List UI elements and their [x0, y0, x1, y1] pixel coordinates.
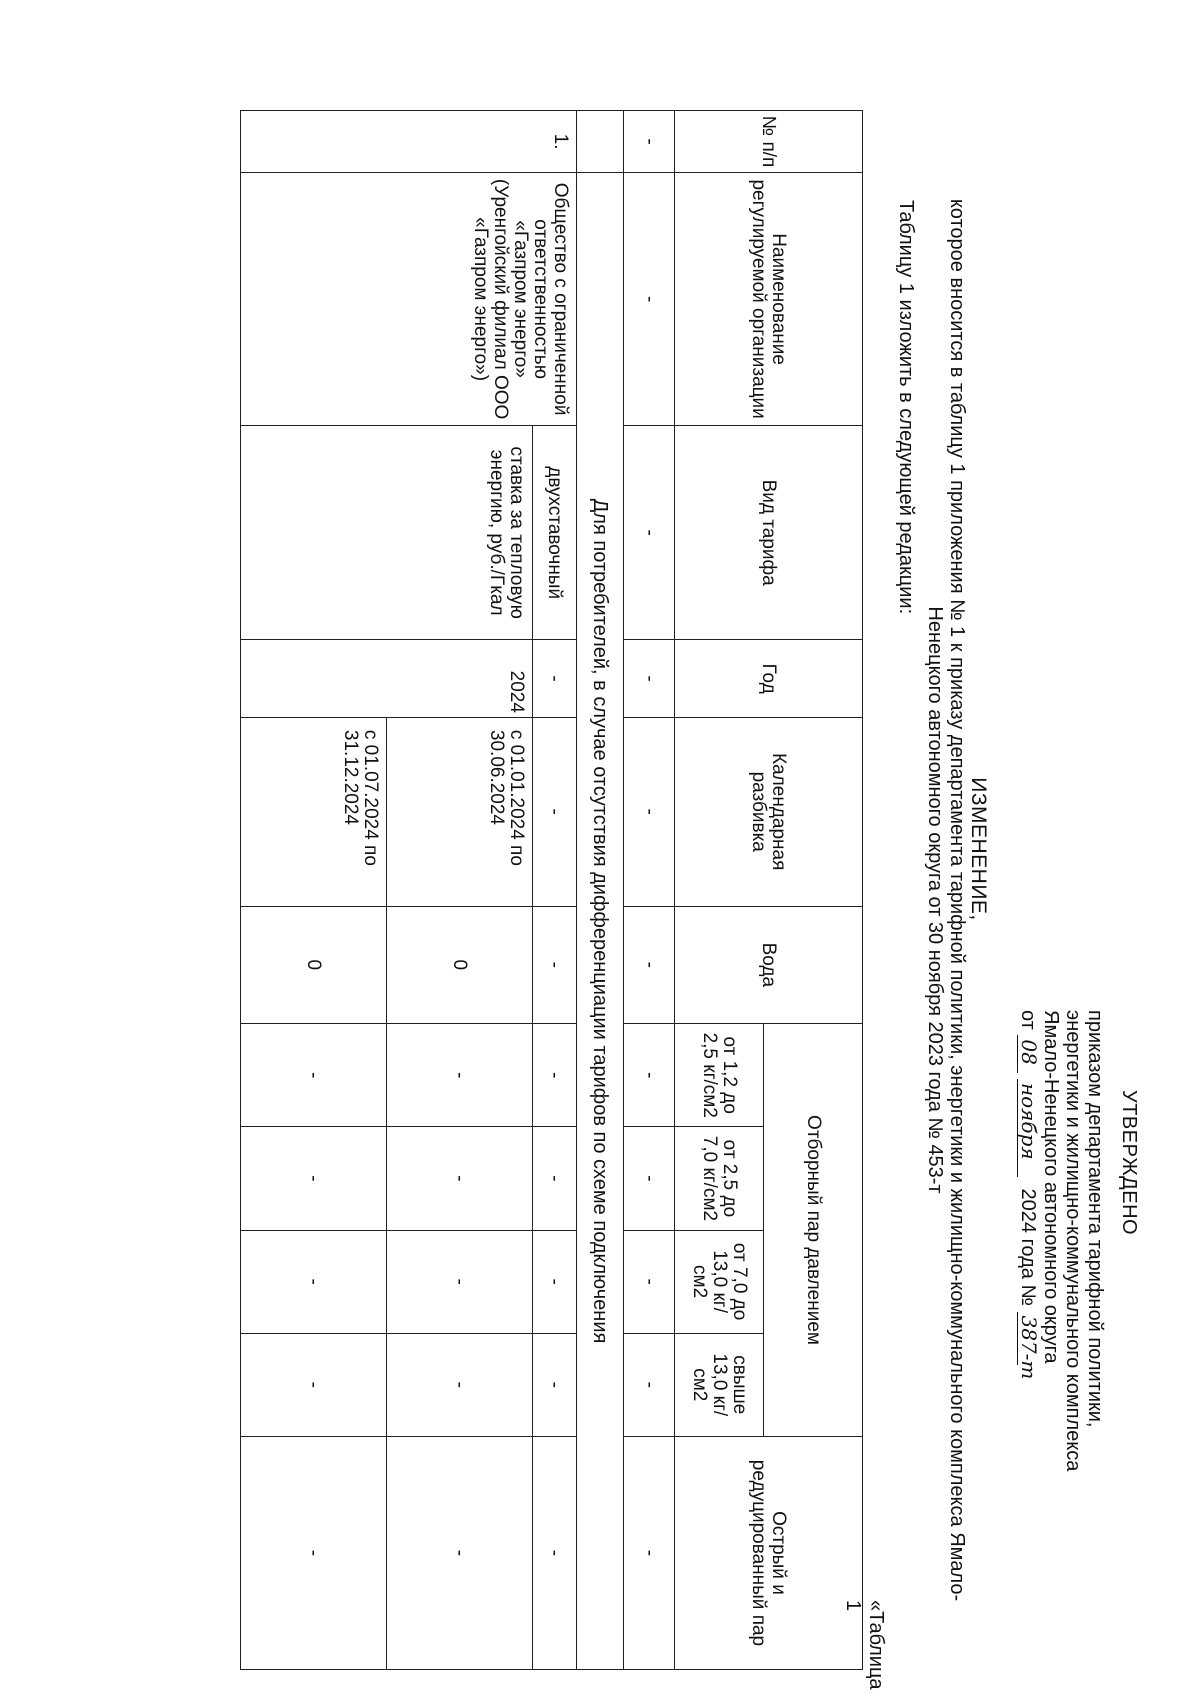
- table-header-row: [764, 111, 863, 1670]
- table-cell: -: [624, 426, 675, 640]
- table-cell: -: [533, 717, 577, 906]
- document-intro: которое вносится в таблицу 1 приложения № 1 к приказу департамента тарифной политики, энергетики и жилищно-коммунального комплекса Ямало-Ненецкого автономного округа от 30 ноября 2023 года № 453-т: [924, 198, 968, 1602]
- document-instruction: Таблицу 1 изложить в следующей редакции:: [895, 200, 917, 615]
- header-period: Календарная разбивка: [675, 717, 863, 906]
- steam-2-value: -: [387, 1127, 533, 1230]
- rate-label: ставка за тепловую энергию, руб./Гкал: [241, 426, 533, 640]
- table-cell: -: [624, 173, 675, 426]
- table-cell: -: [533, 1127, 577, 1230]
- table-cell: -: [624, 717, 675, 906]
- table-cell: -: [533, 1436, 577, 1669]
- table-cell: -: [624, 906, 675, 1024]
- table-cell: -: [533, 1024, 577, 1127]
- header-org: Наименование регулируемой организации: [675, 173, 863, 426]
- table-cell: -: [624, 111, 675, 173]
- approval-date-month: ноября: [1017, 1079, 1040, 1177]
- steam-4-value: -: [241, 1333, 387, 1436]
- table-cell: -: [624, 1024, 675, 1127]
- header-live-steam: Острый и редуцированный пар: [675, 1436, 863, 1669]
- header-year: Год: [675, 640, 863, 718]
- water-value: 0: [241, 906, 387, 1024]
- document-title: ИЗМЕНЕНИЕ,: [967, 777, 990, 921]
- live-steam-value: -: [387, 1436, 533, 1669]
- header-tariff-type: Вид тарифа: [675, 426, 863, 640]
- row-number: 1.: [241, 111, 577, 173]
- table-cell: -: [533, 906, 577, 1024]
- table-cell: -: [624, 1127, 675, 1230]
- header-steam-2: от 2,5 до 7,0 кг/см2: [675, 1127, 764, 1230]
- water-value: 0: [387, 906, 533, 1024]
- table-cell: -: [533, 640, 577, 718]
- steam-1-value: -: [387, 1024, 533, 1127]
- header-steam-1: от 1,2 до 2,5 кг/см2: [675, 1024, 764, 1127]
- table-cell: -: [624, 1230, 675, 1333]
- table-row-organization: [533, 111, 577, 1670]
- table-cell: -: [624, 1436, 675, 1669]
- table-cell: [577, 111, 624, 173]
- header-steam-3: от 7,0 до 13,0 кг/см2: [675, 1230, 764, 1333]
- approval-title: УТВЕРЖДЕНО: [1118, 1090, 1140, 1236]
- table-cell: -: [624, 640, 675, 718]
- table-cell: -: [533, 1333, 577, 1436]
- steam-3-value: -: [387, 1230, 533, 1333]
- steam-3-value: -: [241, 1230, 387, 1333]
- header-water: Вода: [675, 906, 863, 1024]
- period-range: с 01.01.2024 по 30.06.2024: [387, 717, 533, 906]
- organization-name: Общество с ограниченной ответственностью «Газпром энерго» (Уренгойский филиал ООО «Газпром энерго»): [241, 173, 577, 426]
- consumer-note: Для потребителей, в случае отсутствия дифференциации тарифов по схеме подключения: [577, 173, 624, 1670]
- header-num: № п/п: [675, 111, 863, 173]
- approval-line-1: приказом департамента тарифной политики,: [1084, 1010, 1106, 1428]
- approval-line-3: Ямало-Ненецкого автономного округа: [1040, 1010, 1062, 1364]
- table-row-note: [577, 111, 624, 1670]
- approval-date-prefix: от: [1017, 1010, 1039, 1030]
- approval-block: [1017, 1010, 1140, 1650]
- live-steam-value: -: [241, 1436, 387, 1669]
- approval-date-line: [1017, 1010, 1040, 1650]
- table-cell: -: [624, 1333, 675, 1436]
- approval-date-day: 08: [1017, 1035, 1040, 1073]
- approval-line-2: энергетики и жилищно-коммунального комплекса: [1062, 1010, 1084, 1472]
- header-steam-4: свыше 13,0 кг/см2: [675, 1333, 764, 1436]
- steam-1-value: -: [241, 1024, 387, 1127]
- tariff-type: двухставочный: [533, 426, 577, 640]
- approval-date-suffix: 2024 года №: [1017, 1188, 1039, 1306]
- period-range: с 01.07.2024 по 31.12.2024: [241, 717, 387, 906]
- table-cell: -: [533, 1230, 577, 1333]
- steam-4-value: -: [387, 1333, 533, 1436]
- steam-2-value: -: [241, 1127, 387, 1230]
- tariff-table: [240, 110, 863, 1670]
- tariff-year: 2024: [241, 640, 533, 718]
- table-label: «Таблица 1: [842, 1600, 887, 1690]
- header-steam: Отборный пар давлением: [764, 1024, 863, 1437]
- approval-order-number: 387-т: [1017, 1312, 1040, 1365]
- table-row-dashes: [624, 111, 675, 1670]
